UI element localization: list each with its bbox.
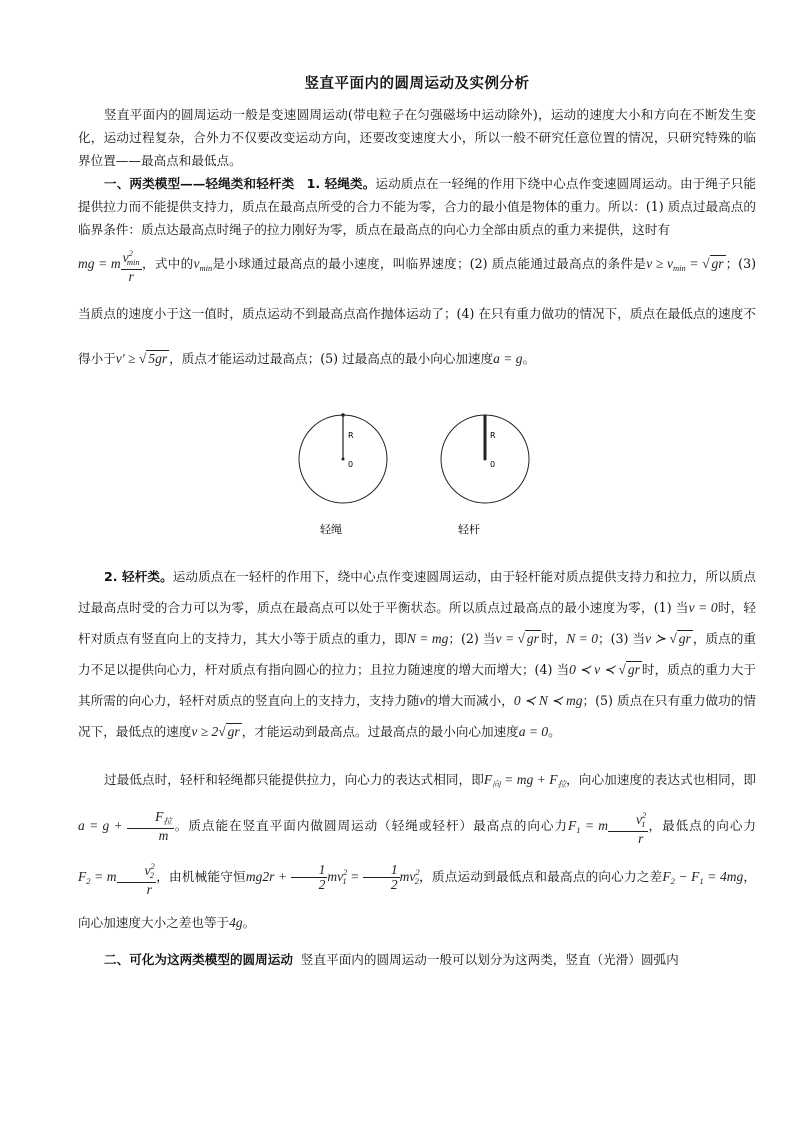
lowest-point-paragraph: 过最低点时，轻杆和轻绳都只能提供拉力，向心力的表达式相同，即$F_向$ = mg + $F_拉$，向心加速度的表达式也相同，即a = g + $\frac{F_拉}{m}$ 。质点能在竖直平面内做圆周运动（轻绳或轻杆）最高点的向心力$F_1 = m$ $\frac{v^2_1}{r}$ ，最低点的向心力$F_2 = m$ $\frac{v^2_2}{r}$ ，由机械能守恒mg2r + $\frac{1}{2}$ $mv^2_1$ = $\frac{1}{2}$ $mv^2_2$，质点运动到最低点和最高点的向心力之差$F_2 - F_1 = 4mg$，向心加速度大小之差也等于4g。: [78, 772, 757, 930]
critical-speed-formula: mg = m $\frac{v^2_{min}}{r}$: [78, 247, 140, 284]
section3-heading: 二、可化为这两类模型的圆周运动: [104, 952, 293, 967]
section1-heading: 一、两类模型——轻绳类和轻杆类: [104, 176, 295, 191]
document-page: [78, 72, 756, 971]
rod-label-O: 0: [490, 460, 496, 469]
rod-subheading: 2. 轻杆类。: [104, 569, 173, 584]
rope-mass-point: [341, 413, 345, 417]
rod-model-paragraph: 2. 轻杆类。运动质点在一轻杆的作用下，绕中心点作变速圆周运动，由于轻杆能对质点提供支持力和拉力，所以质点过最高点时受的合力可以为零，质点在最高点可以处于平衡状态。所以质点过最高点的最小速度为零，(1) 当v = 0时，轻杆对质点有竖直向上的支持力，其大小等于质点的重力，即N = mg；(2) 当v = √ gr 时，N = 0；(3) 当v ≻ √ gr ，质点的重力不足以提供向心力，杆对质点有指向圆心的拉力；且拉力随速度的增大而增大；(4) 当0 ≺ v ≺ √ gr 时，质点的重力大于其所需的向心力，轻杆对质点的竖直向上的支持力，支持力随v的增大而减小，0 ≺ N ≺ mg；(5) 质点在只有重力做功的情况下，最低点的速度v ≥ 2√ gr ，才能运动到最高点。过最高点的最小向心加速度a = 0。: [78, 569, 757, 739]
lowest-speed-formula: v′ ≥ √ 5gr: [115, 351, 168, 366]
rope-model-equations: mg = m $\frac{v^2_{min}}{r}$ ，式中的$v_{min}$是小球通过最高点的最小速度，叫临界速度；(2) 质点能通过最高点的条件是$v \ge v_{min}$ = √ gr ；(3) 当质点的速度小于这一值时，质点运动不到最高点高作抛体运动了；(4) 在只有重力做功的情况下，质点在最低点的速度不得小于v′ ≥ √ 5gr ，质点才能运动过最高点；(5) 过最高点的最小向心加速度a = g。: [78, 247, 756, 366]
pass-condition-formula: $v \ge v_{min}$ = √ gr: [646, 256, 724, 273]
rope-center-point: [342, 458, 345, 461]
rope-label-O: 0: [348, 460, 354, 469]
vmin-symbol: $v_{min}$: [193, 256, 213, 273]
intro-paragraph: 竖直平面内的圆周运动一般是变速圆周运动(带电粒子在匀强磁场中运动除外)，运动的速度大小和方向在不断发生变化，运动过程复杂，合外力不仅要改变运动方向，还要改变速度大小，所以一般不研究任意位置的情况，只研究特殊的临界位置——最高点和最低点。: [78, 107, 756, 168]
rod-caption: 轻杆: [458, 523, 480, 536]
rope-rod-figure: [78, 411, 756, 549]
rope-caption: 轻绳: [320, 523, 342, 536]
rope-label-R: R: [348, 431, 354, 440]
section3-paragraph: 二、可化为这两类模型的圆周运动 竖直平面内的圆周运动一般可以划分为这两类，竖直（光滑）圆弧内: [104, 952, 679, 967]
rope-model-paragraph: 一、两类模型——轻绳类和轻杆类 1. 轻绳类。运动质点在一轻绳的作用下绕中心点作变速圆周运动。由于绳子只能提供拉力而不能提供支持力，质点在最高点所受的合力不能为零，合力的最小值是物体的重力。所以：(1) 质点过最高点的临界条件：质点达最高点时绳子的拉力刚好为零，质点在最高点的向心力全部由质点的重力来提供，这时有: [78, 176, 757, 237]
circle-diagrams: [78, 411, 756, 549]
min-acceleration-formula: a = g: [493, 351, 523, 366]
rope-subheading: 1. 轻绳类。: [306, 176, 376, 191]
rod-center-point: [484, 458, 487, 461]
rod-label-R: R: [490, 431, 496, 440]
document-title: 竖直平面内的圆周运动及实例分析: [304, 76, 530, 92]
